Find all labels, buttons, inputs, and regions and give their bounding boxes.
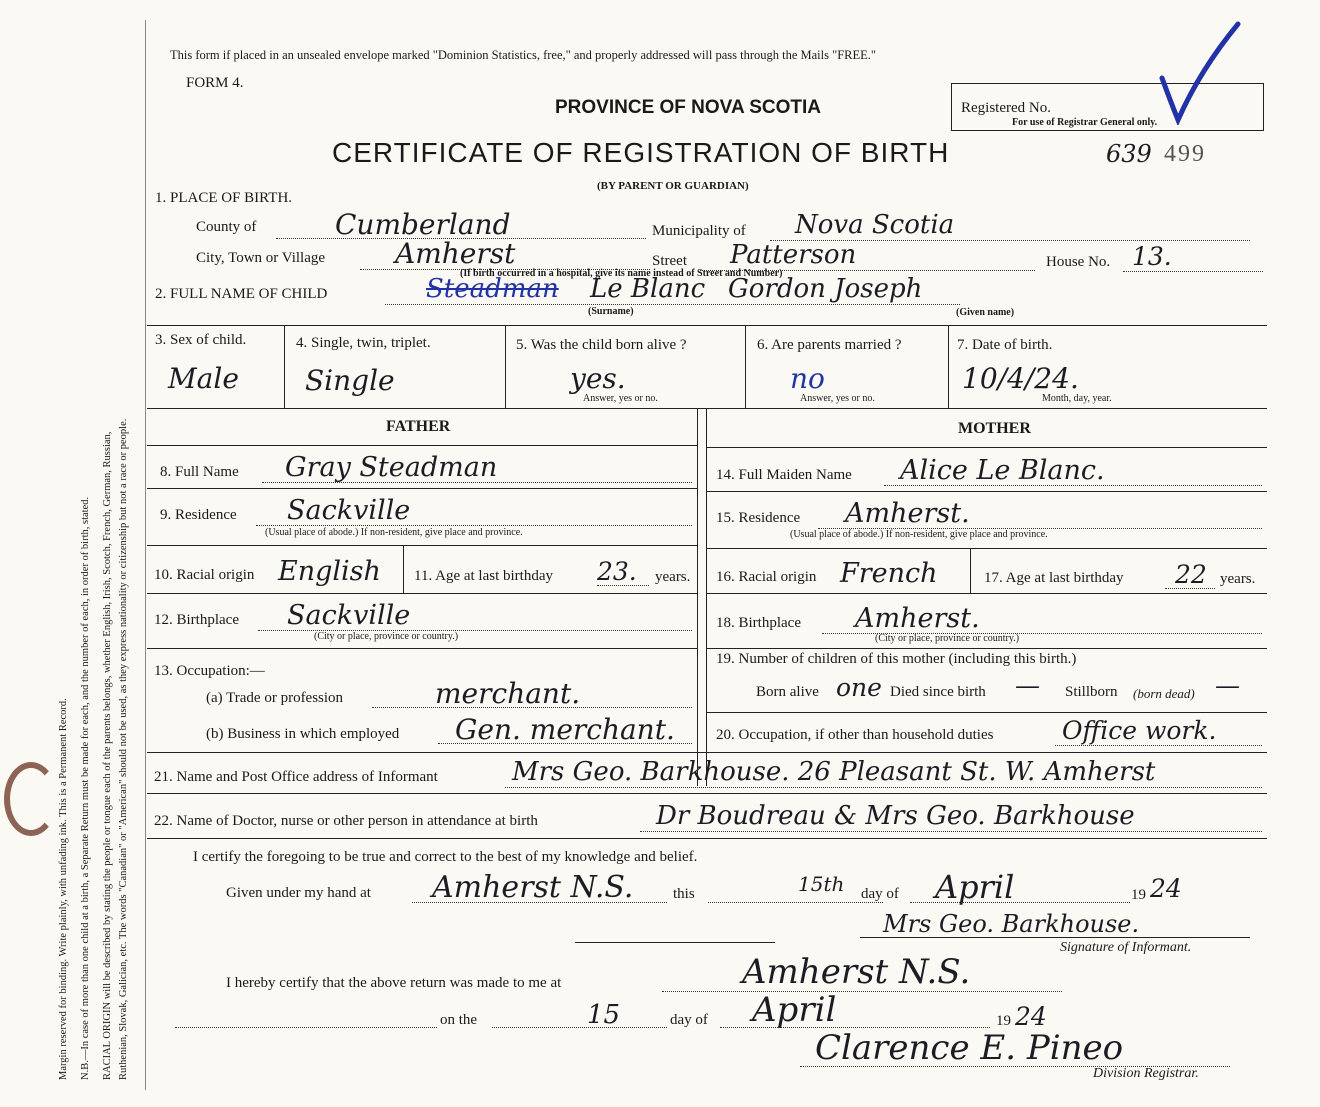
- margin-note-racial-words: Ruthenian, Slovak, Galician, etc. The words "Canadian" or "American" should not be used, as they express nationality or citizenship but not a race or people.: [118, 418, 129, 1080]
- alive-caption: Answer, yes or no.: [583, 393, 658, 404]
- father-occupation-label: 13. Occupation:—: [154, 663, 265, 679]
- father-birthplace-caption: (City or place, province or country.): [314, 631, 459, 642]
- doctor-line: [640, 831, 1262, 832]
- informant-label: 21. Name and Post Office address of Informant: [154, 769, 438, 785]
- father-residence-label: 9. Residence: [160, 507, 237, 523]
- municipality-label: Municipality of: [652, 223, 746, 239]
- surname-caption: (Surname): [588, 306, 634, 317]
- father-name-label: 8. Full Name: [160, 464, 239, 480]
- province-title: PROVINCE OF NOVA SCOTIA: [555, 97, 822, 118]
- mail-note: This form if placed in an unsealed envelope marked "Dominion Statistics, free," and properly addressed will pass through the Mails "FREE.": [170, 48, 877, 62]
- margin-note-multiple-births: N.B.—In case of more than one child at a birth, a Separate Return must be made for each, and the number of each, in order of birth, stated.: [80, 496, 91, 1080]
- registrar-left-line: [175, 1027, 437, 1028]
- died-label: Died since birth: [890, 684, 986, 700]
- registered-label: Registered No.: [961, 100, 1051, 116]
- mother-age-line: [1165, 588, 1215, 589]
- registrar-statement: I hereby certify that the above return was made to me at: [226, 975, 562, 991]
- stillborn-label: Stillborn: [1065, 684, 1118, 700]
- city-label: City, Town or Village: [196, 250, 326, 266]
- registrar-signature-caption: Division Registrar.: [1093, 1066, 1199, 1081]
- father-years: years.: [655, 569, 691, 585]
- divider-short: [575, 942, 775, 943]
- rule-row8-right: [706, 491, 1267, 492]
- mother-racial-label: 16. Racial origin: [716, 569, 817, 585]
- rule-row10-left: [147, 593, 697, 594]
- rule-row9-left: [147, 545, 697, 546]
- sex-label: 3. Sex of child.: [155, 332, 247, 348]
- house-value: 13.: [1132, 242, 1172, 271]
- place-of-birth-heading: 1. PLACE OF BIRTH.: [155, 190, 293, 206]
- registrar-place-line: [662, 991, 1062, 992]
- mother-birthplace-label: 18. Birthplace: [716, 615, 801, 631]
- rule-center-right: [706, 408, 707, 786]
- given-year-prefix: 19: [1131, 887, 1146, 903]
- street-label: Street: [652, 253, 687, 269]
- registrar-on-label: on the: [440, 1012, 478, 1028]
- county-label: County of: [196, 219, 257, 235]
- checkmark-icon: [1150, 20, 1245, 125]
- city-value: Amherst: [395, 237, 516, 270]
- mother-heading: MOTHER: [958, 420, 1031, 437]
- married-value: no: [790, 362, 825, 395]
- county-value: Cumberland: [335, 208, 511, 241]
- alive-label: 5. Was the child born alive ?: [516, 337, 687, 353]
- rule-box-c: [745, 325, 746, 408]
- reg-number-handwritten: 639: [1106, 140, 1152, 168]
- given-year: 24: [1150, 874, 1182, 903]
- died-value: —: [1015, 671, 1040, 700]
- rule-mother-racial: [970, 548, 971, 593]
- rule-heading-left: [147, 445, 697, 446]
- mother-residence-label: 15. Residence: [716, 510, 801, 526]
- mother-occupation-line: [1055, 745, 1262, 746]
- business-line: [438, 743, 692, 744]
- plurality-label: 4. Single, twin, triplet.: [296, 335, 431, 351]
- margin-note-racial-origin: RACIAL ORIGIN will be described by stating the people or tongue each of the parents belongs, whether English, Irish, Scotch, French, German, Russian,: [102, 431, 113, 1080]
- rule-row12-right: [706, 648, 1267, 649]
- mother-name-value: Alice Le Blanc.: [900, 455, 1105, 486]
- father-age-label: 11. Age at last birthday: [414, 568, 553, 584]
- mother-residence-value: Amherst.: [845, 498, 970, 529]
- registrar-signature: Clarence E. Pineo: [815, 1028, 1124, 1068]
- trade-label: (a) Trade or profession: [206, 690, 344, 706]
- stillborn-value: —: [1215, 671, 1240, 700]
- rule-center-left: [697, 408, 698, 786]
- mother-age-label: 17. Age at last birthday: [984, 570, 1124, 586]
- father-birthplace-label: 12. Birthplace: [154, 612, 239, 628]
- registrar-year: 24: [1015, 1002, 1047, 1031]
- born-alive-label: Born alive: [756, 684, 819, 700]
- rule-box-b: [505, 325, 506, 408]
- rule-box-d: [948, 325, 949, 408]
- this-label: this: [673, 886, 695, 902]
- given-label: Given under my hand at: [226, 885, 371, 901]
- registrar-month: April: [752, 990, 837, 1030]
- certify-statement: I certify the foregoing to be true and correct to the best of my knowledge and belief.: [193, 849, 698, 865]
- father-racial-value: English: [278, 556, 381, 587]
- registrar-day-line: [492, 1027, 667, 1028]
- informant-signature-caption: Signature of Informant.: [1060, 940, 1192, 955]
- municipality-value: Nova Scotia: [795, 210, 955, 240]
- given-day: 15th: [798, 872, 845, 896]
- plurality-value: Single: [305, 364, 395, 397]
- rule-row21-top: [147, 752, 1267, 753]
- hospital-note: (If birth occurred in a hospital, give its name instead of Street and Number): [460, 268, 783, 279]
- father-birthplace-value: Sackville: [287, 600, 411, 631]
- business-label: (b) Business in which employed: [206, 726, 400, 742]
- married-caption: Answer, yes or no.: [800, 393, 875, 404]
- reg-number-stamped: 499: [1164, 141, 1206, 167]
- given-place-line: [412, 902, 667, 903]
- given-month: April: [935, 868, 1015, 906]
- rule-heading-right: [706, 447, 1267, 448]
- children-label: 19. Number of children of this mother (including this birth.): [716, 651, 1077, 667]
- sex-value: Male: [168, 362, 239, 395]
- rule-row10-right: [706, 593, 1267, 594]
- registrar-day-of-label: day of: [670, 1012, 708, 1028]
- given-place: Amherst N.S.: [432, 870, 634, 905]
- given-month-line: [910, 902, 1130, 903]
- rule-top-boxes: [147, 325, 1267, 326]
- rule-row8-left: [147, 488, 697, 489]
- rule-row9-right: [706, 548, 1267, 549]
- street-value: Patterson: [730, 240, 857, 270]
- child-surname: Le Blanc: [590, 274, 706, 304]
- dob-label: 7. Date of birth.: [957, 337, 1053, 353]
- child-name-line: [385, 304, 960, 305]
- business-value: Gen. merchant.: [455, 713, 675, 746]
- house-line: [1123, 271, 1263, 272]
- rule-row21-bottom: [147, 793, 1267, 794]
- doctor-label: 22. Name of Doctor, nurse or other person in attendance at birth: [154, 813, 538, 829]
- rule-row22-bottom: [147, 838, 1267, 839]
- form-number: FORM 4.: [186, 75, 244, 91]
- mother-years: years.: [1220, 571, 1256, 587]
- informant-value: Mrs Geo. Barkhouse. 26 Pleasant St. W. Amherst: [512, 757, 1156, 787]
- registrar-day: 15: [587, 1000, 621, 1030]
- rule-box-a: [284, 325, 285, 408]
- trade-value: merchant.: [435, 677, 581, 710]
- stillborn-caption: (born dead): [1133, 686, 1195, 701]
- child-given-name: Gordon Joseph: [728, 274, 923, 304]
- informant-line: [505, 787, 1262, 788]
- registrar-place: Amherst N.S.: [742, 952, 971, 992]
- rule-bottom-boxes: [147, 408, 1267, 409]
- father-residence-value: Sackville: [287, 495, 411, 526]
- father-residence-line: [256, 525, 692, 526]
- child-name-label: 2. FULL NAME OF CHILD: [155, 286, 328, 302]
- born-alive-value: one: [836, 673, 882, 702]
- trade-line: [372, 707, 692, 708]
- rule-row12-left: [147, 648, 697, 649]
- given-day-line: [708, 902, 883, 903]
- dob-value: 10/4/24.: [962, 362, 1079, 395]
- margin-note-binding: Margin reserved for binding. Write plainly, with unfading ink. This is a Permanent Record.: [58, 698, 69, 1080]
- mother-birthplace-value: Amherst.: [855, 603, 980, 634]
- doctor-value: Dr Boudreau & Mrs Geo. Barkhouse: [656, 801, 1135, 831]
- binding-ring: [4, 762, 58, 836]
- rule-row19-right: [706, 712, 1267, 713]
- house-label: House No.: [1046, 254, 1111, 270]
- mother-name-line: [884, 485, 1262, 486]
- married-label: 6. Are parents married ?: [757, 337, 902, 353]
- father-racial-label: 10. Racial origin: [154, 567, 255, 583]
- registrar-year-prefix: 19: [996, 1013, 1011, 1029]
- informant-signature: Mrs Geo. Barkhouse.: [883, 910, 1140, 938]
- rule-father-racial: [403, 545, 404, 593]
- child-surname-struck: Steadman: [426, 274, 559, 304]
- mother-racial-value: French: [840, 558, 938, 589]
- informant-signature-line: [860, 937, 1250, 938]
- father-name-value: Gray Steadman: [285, 452, 498, 483]
- mother-occupation-label: 20. Occupation, if other than household duties: [716, 727, 994, 743]
- page-title: CERTIFICATE OF REGISTRATION OF BIRTH: [332, 137, 950, 168]
- father-heading: FATHER: [386, 418, 451, 435]
- mother-residence-caption: (Usual place of abode.) If non-resident, give place and province.: [790, 529, 1048, 540]
- dob-caption: Month, day, year.: [1042, 393, 1112, 404]
- page-subtitle: (BY PARENT OR GUARDIAN): [597, 180, 749, 192]
- father-age-value: 23.: [597, 557, 637, 586]
- given-day-of-label: day of: [861, 886, 899, 902]
- father-name-line: [262, 482, 692, 483]
- page-border-left: [145, 20, 146, 1090]
- mother-occupation-value: Office work.: [1062, 716, 1217, 745]
- father-age-line: [597, 585, 649, 586]
- alive-value: yes.: [570, 362, 626, 395]
- mother-age-value: 22: [1175, 560, 1207, 589]
- mother-birthplace-caption: (City or place, province or country.): [875, 633, 1020, 644]
- mother-name-label: 14. Full Maiden Name: [716, 467, 852, 483]
- given-name-caption: (Given name): [956, 307, 1015, 318]
- father-residence-caption: (Usual place of abode.) If non-resident, give place and province.: [265, 527, 523, 538]
- registrar-note: For use of Registrar General only.: [1012, 117, 1158, 128]
